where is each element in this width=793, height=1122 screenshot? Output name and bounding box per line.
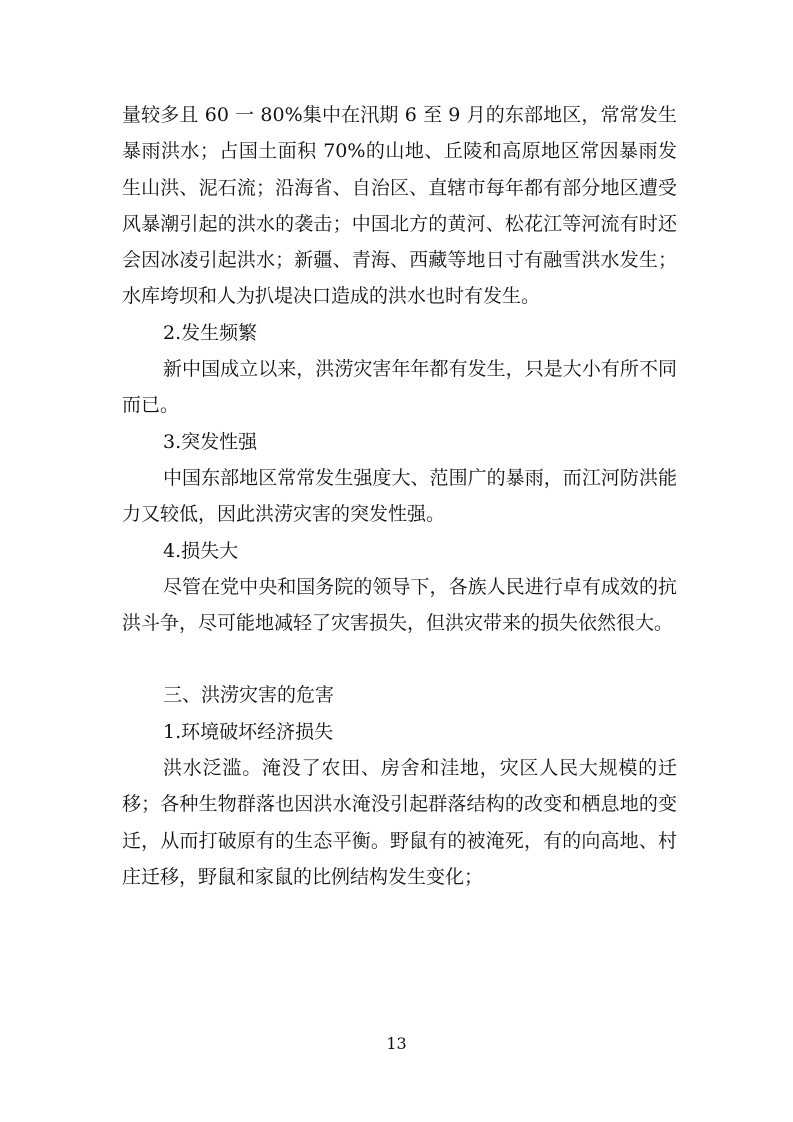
section-spacer bbox=[122, 641, 677, 677]
heading-losses: 4.损失大 bbox=[163, 539, 239, 562]
page-number: 13 bbox=[386, 1034, 407, 1053]
paragraph-frequent: 新中国成立以来，洪涝灾害年年都有发生，只是大小有所不同而已。 bbox=[122, 358, 677, 417]
paragraph-flood-causes: 量较多且 60 一 80%集中在汛期 6 至 9 月的东部地区，常常发生暴雨洪水；占国土面积 70%的山地、丘陵和高原地区常因暴雨发生山洪、泥石流；沿海省、自治区、直辖市每年都有部分地区遭受风暴潮引起的洪水的袭击；中国北方的黄河、松花江等河流有时还会因冰凌引起洪水；新疆、青海、西藏等地日寸有融雪洪水发生；水库垮坝和人为扒堤决口造成的洪水也时有发生。 bbox=[122, 104, 677, 308]
heading-frequent: 2.发生频繁 bbox=[163, 321, 258, 344]
heading-environment: 1.环境破坏经济损失 bbox=[163, 720, 334, 743]
paragraph-sudden: 中国东部地区常常发生强度大、范围广的暴雨，而江河防洪能力又较低，因此洪涝灾害的突发性强。 bbox=[122, 466, 677, 526]
section-title-harms: 三、洪涝灾害的危害 bbox=[163, 684, 335, 707]
heading-sudden: 3.突发性强 bbox=[163, 430, 258, 453]
paragraph-losses: 尽管在党中央和国务院的领导下，各族人民进行卓有成效的抗洪斗争，尽可能地减轻了灾害损失，但洪灾带来的损失依然很大。 bbox=[122, 575, 677, 635]
paragraph-environment: 洪水泛滥。淹没了农田、房舍和洼地，灾区人民大规模的迁移；各种生物群落也因洪水淹没引起群落结构的改变和栖息地的变迁，从而打破原有的生态平衡。野鼠有的被淹死，有的向高地、村庄迁移，野鼠和家鼠的比例结构发生变化； bbox=[122, 757, 677, 888]
body-text bbox=[122, 97, 677, 895]
